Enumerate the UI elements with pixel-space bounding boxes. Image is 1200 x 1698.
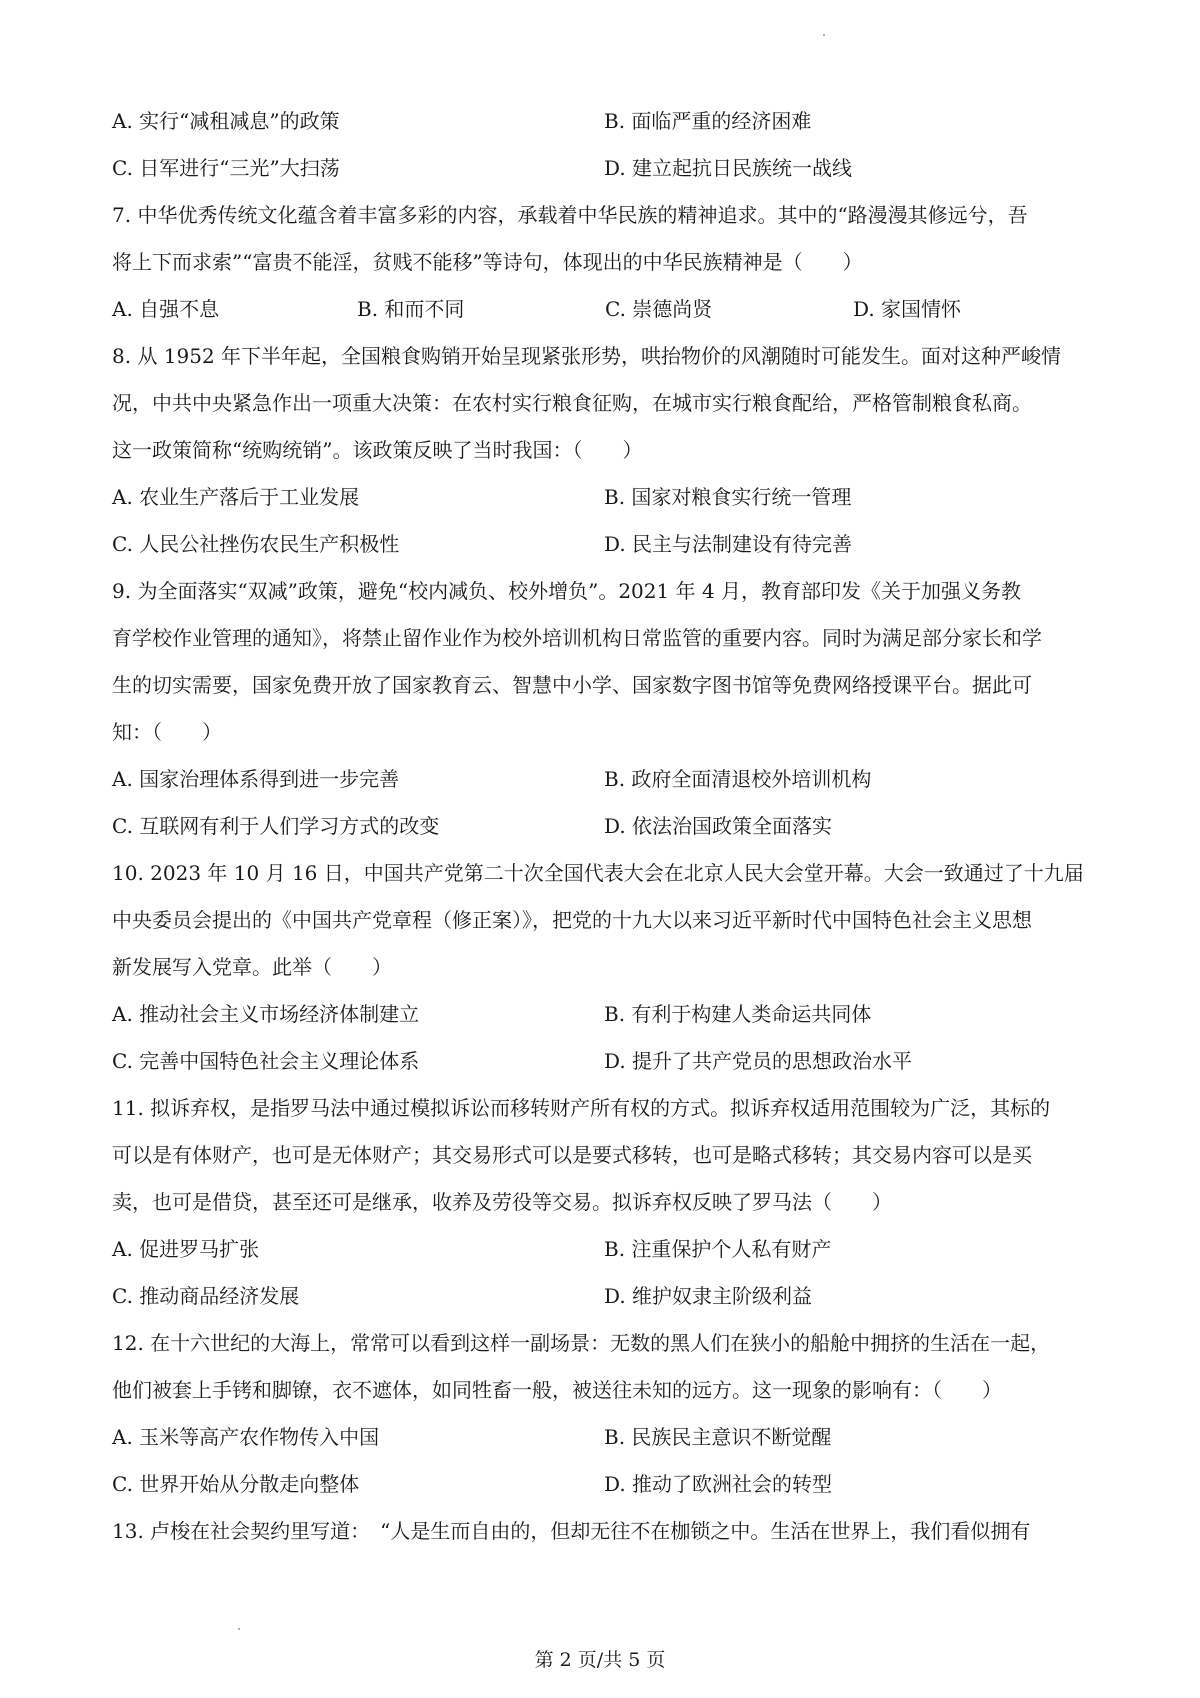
q8-stem-line: 8. 从 1952 年下半年起，全国粮食购销开始呈现紧张形势，哄抬物价的风潮随时可能发生。面对这种严峻情 <box>112 344 1062 368</box>
q8-options-row-1 <box>112 474 1102 521</box>
scan-speck <box>238 1628 240 1630</box>
q10-options-row-2 <box>112 1038 1102 1085</box>
question-content <box>112 98 1102 1555</box>
q11-option-c: C. 推动商品经济发展 <box>112 1284 300 1308</box>
q9-stem-line: 9. 为全面落实“双减”政策，避免“校内减负、校外增负”。2021 年 4 月，教育部印发《关于加强义务教 <box>112 579 1022 603</box>
q12-option-d: D. 推动了欧洲社会的转型 <box>604 1472 833 1496</box>
q6-options-row-1 <box>112 98 1102 145</box>
q7-stem-line: 将上下而求索”“富贵不能淫，贫贱不能移”等诗句，体现出的中华民族精神是（ ） <box>112 250 863 274</box>
q11-stem-line: 可以是有体财产，也可是无体财产；其交易形式可以是要式移转，也可是略式移转；其交易内容可以是买 <box>112 1143 1032 1167</box>
q10-option-d: D. 提升了共产党员的思想政治水平 <box>604 1049 913 1073</box>
q7-stem-line: 7. 中华优秀传统文化蕴含着丰富多彩的内容，承载着中华民族的精神追求。其中的“路漫漫其修远兮，吾 <box>112 203 1028 227</box>
scan-speck <box>823 34 825 36</box>
q6-option-c: C. 日军进行“三光”大扫荡 <box>112 156 340 180</box>
q9-stem-line: 育学校作业管理的通知》，将禁止留作业作为校外培训机构日常监管的重要内容。同时为满足部分家长和学 <box>112 626 1042 650</box>
q11-stem-line: 卖，也可是借贷，甚至还可是继承，收养及劳役等交易。拟诉弃权反映了罗马法（ ） <box>112 1190 892 1214</box>
q9-option-c: C. 互联网有利于人们学习方式的改变 <box>112 814 440 838</box>
q6-option-d: D. 建立起抗日民族统一战线 <box>604 156 853 180</box>
q6-options-row-2 <box>112 145 1102 192</box>
q10-options-row-1 <box>112 991 1102 1038</box>
q8-option-b: B. 国家对粮食实行统一管理 <box>604 485 852 509</box>
q10-stem-line: 中央委员会提出的《中国共产党章程（修正案）》，把党的十九大以来习近平新时代中国特色社会主义思想 <box>112 908 1032 932</box>
q13-stem-line: 13. 卢梭在社会契约里写道： “人是生而自由的，但却无往不在枷锁之中。生活在世界上，我们看似拥有 <box>112 1519 1031 1543</box>
q11-option-b: B. 注重保护个人私有财产 <box>604 1237 832 1261</box>
q10-option-b: B. 有利于构建人类命运共同体 <box>604 1002 872 1026</box>
q12-option-c: C. 世界开始从分散走向整体 <box>112 1472 360 1496</box>
q11-option-d: D. 维护奴隶主阶级利益 <box>604 1284 813 1308</box>
q12-stem-line: 他们被套上手铐和脚镣，衣不遮体，如同牲畜一般，被送往未知的远方。这一现象的影响有：（ ） <box>112 1378 1002 1402</box>
q7-options-row <box>112 286 1102 333</box>
q8-option-a: A. 农业生产落后于工业发展 <box>112 485 360 509</box>
q6-option-b: B. 面临严重的经济困难 <box>604 109 812 133</box>
q11-options-row-1 <box>112 1226 1102 1273</box>
q11-option-a: A. 促进罗马扩张 <box>112 1237 260 1261</box>
q12-options-row-1 <box>112 1414 1102 1461</box>
q8-option-c: C. 人民公社挫伤农民生产积极性 <box>112 532 400 556</box>
q9-option-a: A. 国家治理体系得到进一步完善 <box>112 767 400 791</box>
q10-stem-line: 新发展写入党章。此举（ ） <box>112 955 392 979</box>
q9-options-row-1 <box>112 756 1102 803</box>
q10-option-c: C. 完善中国特色社会主义理论体系 <box>112 1049 420 1073</box>
q7-option-d: D. 家国情怀 <box>853 297 962 321</box>
q9-stem-line: 生的切实需要，国家免费开放了国家教育云、智慧中小学、国家数字图书馆等免费网络授课平台。据此可 <box>112 673 1032 697</box>
q7-option-a: A. 自强不息 <box>112 297 220 321</box>
q12-option-a: A. 玉米等高产农作物传入中国 <box>112 1425 380 1449</box>
q9-options-row-2 <box>112 803 1102 850</box>
q7-option-b: B. 和而不同 <box>357 297 465 321</box>
q12-stem-line: 12. 在十六世纪的大海上，常常可以看到这样一副场景：无数的黑人们在狭小的船舱中拥挤的生活在一起， <box>112 1331 1051 1355</box>
q6-option-a: A. 实行“减租减息”的政策 <box>112 109 340 133</box>
q9-option-d: D. 依法治国政策全面落实 <box>604 814 833 838</box>
q11-options-row-2 <box>112 1273 1102 1320</box>
q10-option-a: A. 推动社会主义市场经济体制建立 <box>112 1002 420 1026</box>
q7-option-c: C. 崇德尚贤 <box>605 297 713 321</box>
q8-option-d: D. 民主与法制建设有待完善 <box>604 532 853 556</box>
q8-stem-line: 这一政策简称“统购统销”。该政策反映了当时我国：（ ） <box>112 438 643 462</box>
q9-stem-line: 知：（ ） <box>112 720 222 744</box>
q12-option-b: B. 民族民主意识不断觉醒 <box>604 1425 832 1449</box>
q12-options-row-2 <box>112 1461 1102 1508</box>
q10-stem-line: 10. 2023 年 10 月 16 日，中国共产党第二十次全国代表大会在北京人民大会堂开幕。大会一致通过了十九届 <box>112 861 1084 885</box>
page-number: 第 2 页/共 5 页 <box>534 1649 666 1671</box>
q8-stem-line: 况，中共中央紧急作出一项重大决策：在农村实行粮食征购，在城市实行粮食配给，严格管制粮食私商。 <box>112 391 1032 415</box>
q11-stem-line: 11. 拟诉弃权，是指罗马法中通过模拟诉讼而移转财产所有权的方式。拟诉弃权适用范围较为广泛，其标的 <box>112 1096 1051 1120</box>
q9-option-b: B. 政府全面清退校外培训机构 <box>604 767 872 791</box>
q8-options-row-2 <box>112 521 1102 568</box>
